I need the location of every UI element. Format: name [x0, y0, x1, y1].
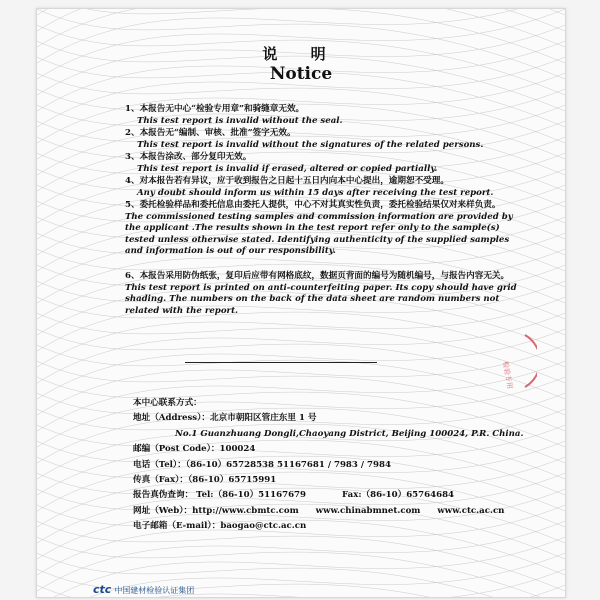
notice-text-en: Any doubt should inform us within 15 days after receiving the test report. — [137, 187, 494, 198]
tel-line — [133, 458, 543, 473]
postcode-line — [133, 442, 543, 457]
fax-line — [133, 473, 543, 488]
contact-heading: 本中心联系方式： — [133, 398, 202, 408]
address-cn: 北京市朝阳区管庄东里 1 号 — [210, 413, 317, 424]
notice-item-2 — [125, 128, 525, 151]
tel-value: （86-10）65728538 51167681 / 7983 / 7984 — [185, 459, 391, 470]
verify-line — [133, 488, 543, 503]
notice-text-cn: 2、本报告无“编制、审核、批准”签字无效。 — [125, 128, 296, 138]
ctc-logo-text: 中国建材检验认证集团 — [114, 586, 195, 595]
notice-page — [36, 8, 566, 598]
notice-text-en: This test report is printed on anti-counterfeiting paper. Its copy should have grid shading. The numbers on the back of the data sheet are random numbers not related with the report. — [125, 282, 517, 316]
notice-text-cn: 6、本报告采用防伪纸张，复印后应带有网格底纹，数据页背面的编号为随机编号，与报告内容无关。 — [125, 271, 510, 281]
notice-text-cn: 4、对本报告若有异议，应于收到报告之日起十五日内向本中心提出，逾期恕不受理。 — [125, 176, 449, 186]
notice-item-3 — [125, 152, 525, 175]
notice-item-6 — [125, 271, 525, 317]
fax-value: （86-10）65715991 — [188, 475, 277, 486]
web-label: 网址（Web）： — [133, 505, 193, 516]
address-en: No.1 Guanzhuang Dongli,Chaoyang District, Beijing 100024, P.R. China. — [175, 428, 524, 439]
web-link-2[interactable]: www.chinabmnet.com — [315, 505, 421, 516]
notice-text-en: This test report is invalid without the signatures of the related persons. — [137, 139, 484, 150]
ctc-logo — [93, 583, 194, 596]
notice-item-1 — [125, 104, 525, 127]
page-title-en: Notice — [269, 64, 333, 84]
separator-line — [185, 362, 377, 363]
address-line — [133, 411, 543, 426]
notice-text-cn: 3、本报告涂改、部分复印无效。 — [125, 152, 252, 162]
address-label: 地址（Address）： — [133, 413, 211, 424]
verify-tel-label: Tel: — [196, 490, 214, 501]
email-line — [133, 519, 543, 534]
ctc-logo-mark: ctc — [93, 583, 112, 596]
verify-tel: （86-10）51167679 — [213, 490, 307, 501]
verify-label: 报告真伪查询： — [133, 490, 194, 501]
contact-section — [133, 396, 543, 535]
email-label: 电子邮箱（E-mail）： — [133, 521, 221, 532]
verify-fax-label: Fax: — [342, 490, 362, 501]
notice-text-en: This test report is invalid if erased, altered or copied partially. — [137, 163, 438, 174]
page-title-cn: 说 明 — [262, 45, 340, 63]
notice-text-en: This test report is invalid without the seal. — [137, 115, 343, 126]
email-link[interactable]: baogao@ctc.ac.cn — [220, 521, 307, 532]
notice-text-cn: 5、委托检验样品和委托信息由委托人提供，中心不对其真实性负责，委托检验结果仅对来样负责。 — [125, 200, 501, 210]
web-line — [133, 504, 543, 519]
notice-text-en: The commissioned testing samples and commission information are provided by the applicant .The results shown in the test report refer only to the sample(s) tested unless otherwise stated. Identifying authenticity of the supplied samples and information is out of our responsibility. — [125, 211, 513, 257]
notice-item-5 — [125, 200, 525, 258]
web-link-3[interactable]: www.ctc.ac.cn — [437, 505, 505, 516]
postcode-label: 邮编（Post Code）： — [133, 444, 220, 455]
tel-label: 电话（Tel）： — [133, 459, 186, 470]
postcode-value: 100024 — [219, 444, 256, 455]
svg-text:检验专用: 检验专用 — [501, 360, 514, 390]
fax-label: 传真（Fax）： — [133, 475, 188, 486]
seal-stamp — [477, 331, 537, 391]
verify-fax: （86-10）65764684 — [361, 490, 455, 501]
notice-item-4 — [125, 176, 525, 199]
web-link-1[interactable]: http://www.cbmtc.com — [192, 505, 299, 516]
notice-text-cn: 1、本报告无中心“检验专用章”和骑缝章无效。 — [125, 104, 305, 114]
